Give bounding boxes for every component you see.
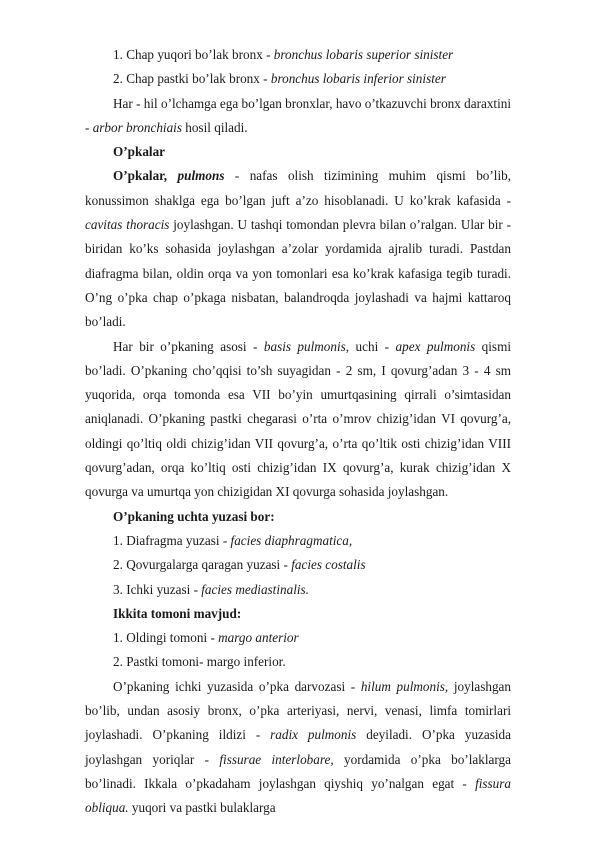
text: 1. Diafragma yuzasi - xyxy=(113,532,231,548)
latin-term: facies costalis xyxy=(291,557,366,573)
latin-term: bronchus lobaris inferior sinister xyxy=(270,71,446,87)
latin-term: margo anterior xyxy=(218,630,299,646)
latin-term: cavitas thoracis xyxy=(85,217,170,233)
heading-surfaces: O’pkaning uchta yuzasi bor: xyxy=(113,508,275,524)
text: joylashgan bo’lib, undan asosiy bronx, o’pka arteriyasi, nervi, venasi, limfa tomirlari joylashadi. O’pkaning ildizi - xyxy=(85,678,511,743)
latin-term: radix pulmonis xyxy=(270,727,357,743)
text: 1. Chap yuqori bo’lak bronx - xyxy=(113,47,274,62)
item-margin-anterior xyxy=(85,626,511,650)
item-surface-diaphragm xyxy=(85,529,511,553)
text: 3. Ichki yuzasi - xyxy=(113,581,202,597)
item-surface-costal xyxy=(85,553,511,577)
heading-margins: Ikkita tomoni mavjud: xyxy=(113,605,242,621)
text: qismi bo’ladi. O’pkaning cho’qqisi to’sh suyagidan - 2 sm, I qovurg’adan 3 - 4 sm yuqorida, orqa tomonda esa VII bo’yin umurtqasining qirrali o’simtasidan aniqlanadi. O’pkaning pastki chegarasi o’rta o’mrov chizig’idan VI qovurg’a, oldingi qo’ltiq oldi chizig’idan VII qovurg’a, o’rta qo’ltik osti chizig’idan VIII qovurg’adan, orqa ko’ltiq osti chizig’idan IX qovurg’a, kurak chizig’idan X qovurga va umurtqa yon chizigidan XI qovurga sohasida joylashgan. xyxy=(85,338,511,500)
latin-term: facies diaphragmatica, xyxy=(230,532,353,548)
term-bold: O’pkalar, xyxy=(113,168,178,184)
text: yordamida o’pka bo’laklarga bo’linadi. Ikkala o’pkadaham joylashgan qiyshiq yo’nalgan egat - xyxy=(85,751,511,791)
latin-term: facies mediastinalis. xyxy=(201,581,309,597)
latin-term: bronchus lobaris superior sinister xyxy=(273,47,454,62)
text: yuqori va pastki bulaklarga xyxy=(128,800,276,816)
text: , uchi - xyxy=(345,338,396,354)
paragraph-hilum xyxy=(85,675,511,821)
text: 2. Chap pastki bo’lak bronx - xyxy=(113,71,271,87)
latin-term: fissura obliqua. xyxy=(85,775,511,816)
text: deyiladi. O’pka yuzasida joylashgan yoriqlar - xyxy=(85,727,511,767)
item-surface-mediastinal xyxy=(85,578,511,602)
text: joylashgan. U tashqi tomondan plevra bilan o’ralgan. Ular bir - biridan ko’ks sohasida joylashgan a’zolar yordamida ajralib turadi. Pastdan diafragma bilan, oldin orqa va yon tomonlari esa ko’krak kafasiga tegib turadi. O’ng o’pka chap o’pkaga nisbatan, balandroqda joylashadi va hajmi kattaroq bo’ladi. xyxy=(85,217,511,330)
item-bronchus-superior xyxy=(85,43,511,67)
text: O’pkaning ichki yuzasida o’pka darvozasi - xyxy=(113,678,361,694)
text: hosil qiladi. xyxy=(181,119,248,135)
paragraph-lungs-intro xyxy=(85,164,511,334)
latin-term: basis pulmonis xyxy=(263,338,346,354)
latin-term: arbor bronchiais xyxy=(92,119,182,135)
latin-term: fissurae interlobare, xyxy=(219,751,334,767)
paragraph-lung-borders xyxy=(85,335,511,505)
text: 2. Qovurgalarga qaragan yuzasi - xyxy=(113,557,292,573)
text: Har bir o’pkaning asosi - xyxy=(113,338,264,354)
text: Har - hil o’lchamga ega bo’lgan bronxlar, havo o’tkazuvchi bronx daraxtini - xyxy=(85,95,512,135)
latin-term: apex pulmonis xyxy=(395,338,476,354)
heading-lungs: O’pkalar xyxy=(113,144,166,160)
paragraph-bronchial-tree xyxy=(85,92,511,141)
latin-term: pulmons xyxy=(177,168,225,184)
text: 1. Oldingi tomoni - xyxy=(113,630,219,646)
latin-term: hilum pulmonis, xyxy=(360,678,449,694)
item-margin-inferior: 2. Pastki tomoni- margo inferior. xyxy=(113,654,286,670)
item-bronchus-inferior xyxy=(85,67,511,91)
text: - nafas olish tizimining muhim qismi bo’lib, konussimon shaklga ega bo’lgan juft a’zo hisoblanadi. U ko’krak kafasida - xyxy=(85,168,511,208)
